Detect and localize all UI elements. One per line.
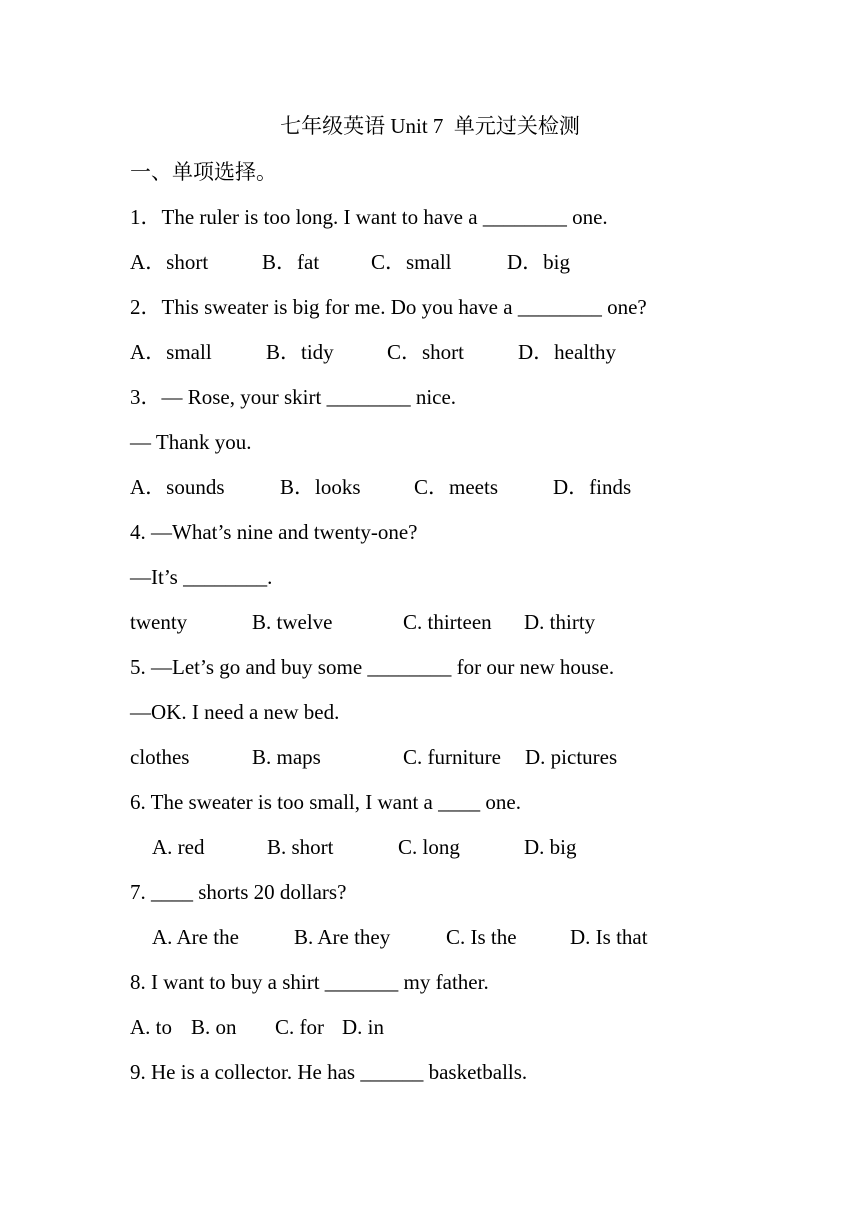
- question-8-option-c: C. for: [275, 1015, 324, 1039]
- question-2-option-c: C．short: [387, 340, 465, 364]
- question-9-stem: 9. He is a collector. He has ______ basketballs.: [130, 1060, 528, 1084]
- question-8-stem: 8. I want to buy a shirt _______ my father.: [130, 970, 489, 994]
- question-5-option-a: clothes: [130, 745, 190, 769]
- question-2-option-a: A．small: [130, 340, 212, 364]
- question-1-option-a: A．short: [130, 250, 209, 274]
- question-3-option-c: C．meets: [414, 475, 498, 499]
- question-1-option-c: C．small: [371, 250, 452, 274]
- question-3-option-a: A．sounds: [130, 475, 225, 499]
- question-5-option-b: B. maps: [252, 745, 321, 769]
- question-7-option-a: A. Are the: [152, 925, 239, 949]
- question-3-response: — Thank you.: [130, 430, 252, 454]
- document-title: 七年级英语 Unit 7 单元过关检测: [280, 114, 580, 138]
- question-8-option-a: A. to: [130, 1015, 172, 1039]
- question-4-option-c: C. thirteen: [403, 610, 492, 634]
- question-1-stem: 1．The ruler is too long. I want to have a ________ one.: [130, 205, 608, 229]
- question-2-option-d: D．healthy: [518, 340, 616, 364]
- question-6-option-b: B. short: [267, 835, 334, 859]
- question-4-option-b: B. twelve: [252, 610, 333, 634]
- question-5-option-d: D. pictures: [525, 745, 618, 769]
- question-6-stem: 6. The sweater is too small, I want a ____ one.: [130, 790, 521, 814]
- question-3-stem: 3．— Rose, your skirt ________ nice.: [130, 385, 457, 409]
- question-6-option-d: D. big: [524, 835, 577, 859]
- question-5-option-c: C. furniture: [403, 745, 501, 769]
- question-3-option-b: B．looks: [280, 475, 361, 499]
- question-5-response: —OK. I need a new bed.: [130, 700, 340, 724]
- question-4-option-d: D. thirty: [524, 610, 596, 634]
- question-2-option-b: B．tidy: [266, 340, 334, 364]
- section-heading: 一、单项选择。: [130, 160, 277, 184]
- question-6-option-c: C. long: [398, 835, 460, 859]
- question-4-response: —It’s ________.: [130, 565, 273, 589]
- question-5-stem: 5. —Let’s go and buy some ________ for our new house.: [130, 655, 615, 679]
- question-7-stem: 7. ____ shorts 20 dollars?: [130, 880, 347, 904]
- question-4-option-a: twenty: [130, 610, 188, 634]
- question-4-stem: 4. —What’s nine and twenty-one?: [130, 520, 418, 544]
- question-8-option-b: B. on: [191, 1015, 237, 1039]
- question-8-option-d: D. in: [342, 1015, 384, 1039]
- question-2-stem: 2．This sweater is big for me. Do you have a ________ one?: [130, 295, 647, 319]
- question-7-option-c: C. Is the: [446, 925, 517, 949]
- question-6-option-a: A. red: [152, 835, 205, 859]
- question-3-option-d: D．finds: [553, 475, 632, 499]
- question-1-option-d: D．big: [507, 250, 570, 274]
- question-7-option-d: D. Is that: [570, 925, 648, 949]
- question-7-option-b: B. Are they: [294, 925, 391, 949]
- question-1-option-b: B．fat: [262, 250, 320, 274]
